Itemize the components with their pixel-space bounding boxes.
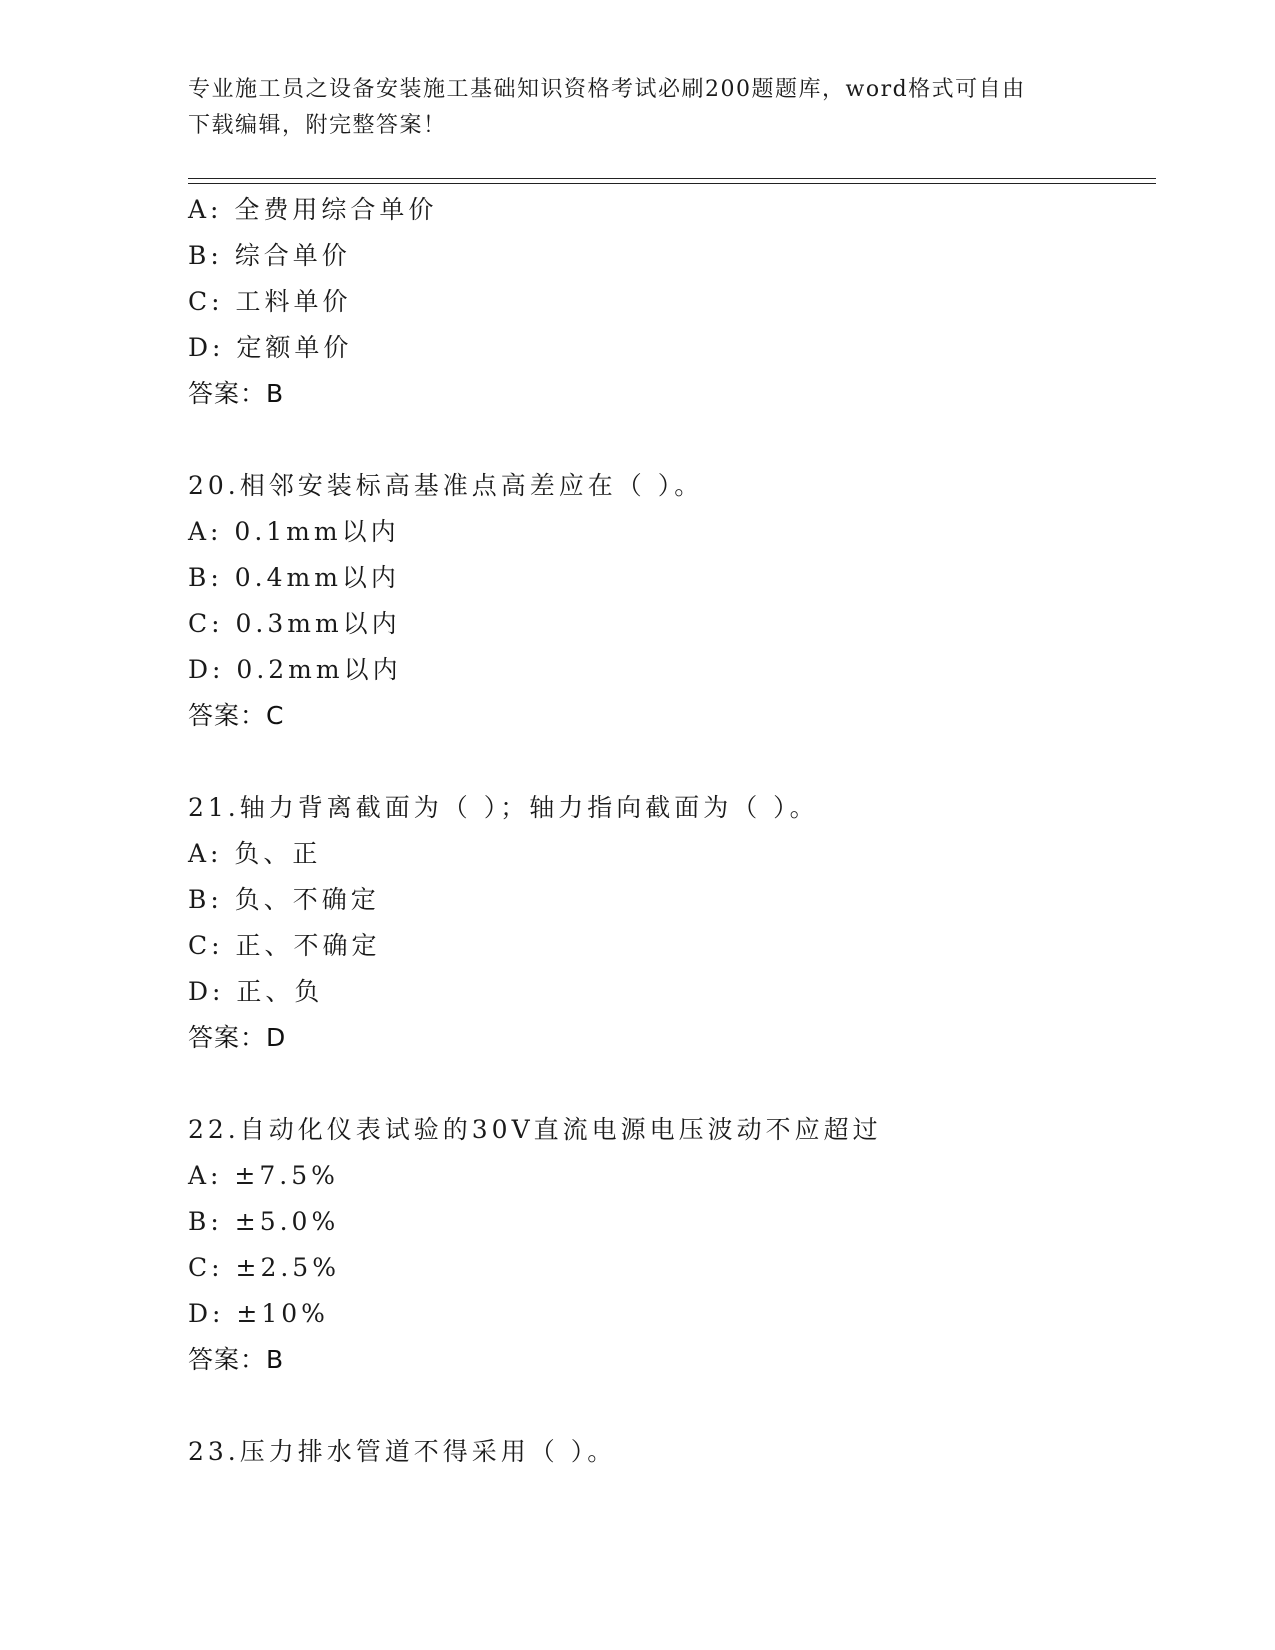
spacer [188, 417, 1148, 463]
spacer [188, 1061, 1148, 1107]
document-header [188, 72, 1088, 144]
option-a: A: 全费用综合单价 [188, 195, 438, 224]
option-b: B: 0.4mm以内 [188, 563, 400, 592]
option-b: B: 负、不确定 [188, 885, 380, 914]
question-block [188, 187, 1148, 417]
question-block [188, 1429, 1148, 1475]
header-line-2: 下载编辑，附完整答案！ [188, 113, 447, 138]
option-b: B: 综合单价 [188, 241, 351, 270]
answer-line: 答案：C [188, 701, 285, 730]
header-divider-bottom [188, 183, 1156, 184]
question-block [188, 463, 1148, 739]
answer-line: 答案：B [188, 1345, 285, 1374]
question-text: 21.轴力背离截面为（ ）；轴力指向截面为（ ）。 [188, 793, 819, 822]
option-c: C: 正、不确定 [188, 931, 381, 960]
option-a: A: 负、正 [188, 839, 322, 868]
option-b: B: ±5.0% [188, 1207, 340, 1236]
spacer [188, 739, 1148, 785]
option-c: C: 0.3mm以内 [188, 609, 401, 638]
answer-line: 答案：B [188, 379, 285, 408]
spacer [188, 1383, 1148, 1429]
question-text: 20.相邻安装标高基准点高差应在（ ）。 [188, 471, 704, 500]
header-divider-top [188, 178, 1156, 179]
option-c: C: ±2.5% [188, 1253, 340, 1282]
option-a: A: ±7.5% [188, 1161, 339, 1190]
question-block [188, 785, 1148, 1061]
question-text: 23.压力排水管道不得采用（ ）。 [188, 1437, 617, 1466]
question-block [188, 1107, 1148, 1383]
question-text: 22.自动化仪表试验的30V直流电源电压波动不应超过 [188, 1115, 882, 1144]
question-list [188, 187, 1148, 1475]
option-d: D: ±10% [188, 1299, 329, 1328]
option-d: D: 0.2mm以内 [188, 655, 402, 684]
header-line-1: 专业施工员之设备安装施工基础知识资格考试必刷200题题库，word格式可自由 [188, 77, 1026, 102]
option-d: D: 正、负 [188, 977, 324, 1006]
option-c: C: 工料单价 [188, 287, 352, 316]
answer-line: 答案：D [188, 1023, 287, 1052]
option-d: D: 定额单价 [188, 333, 353, 362]
option-a: A: 0.1mm以内 [188, 517, 400, 546]
